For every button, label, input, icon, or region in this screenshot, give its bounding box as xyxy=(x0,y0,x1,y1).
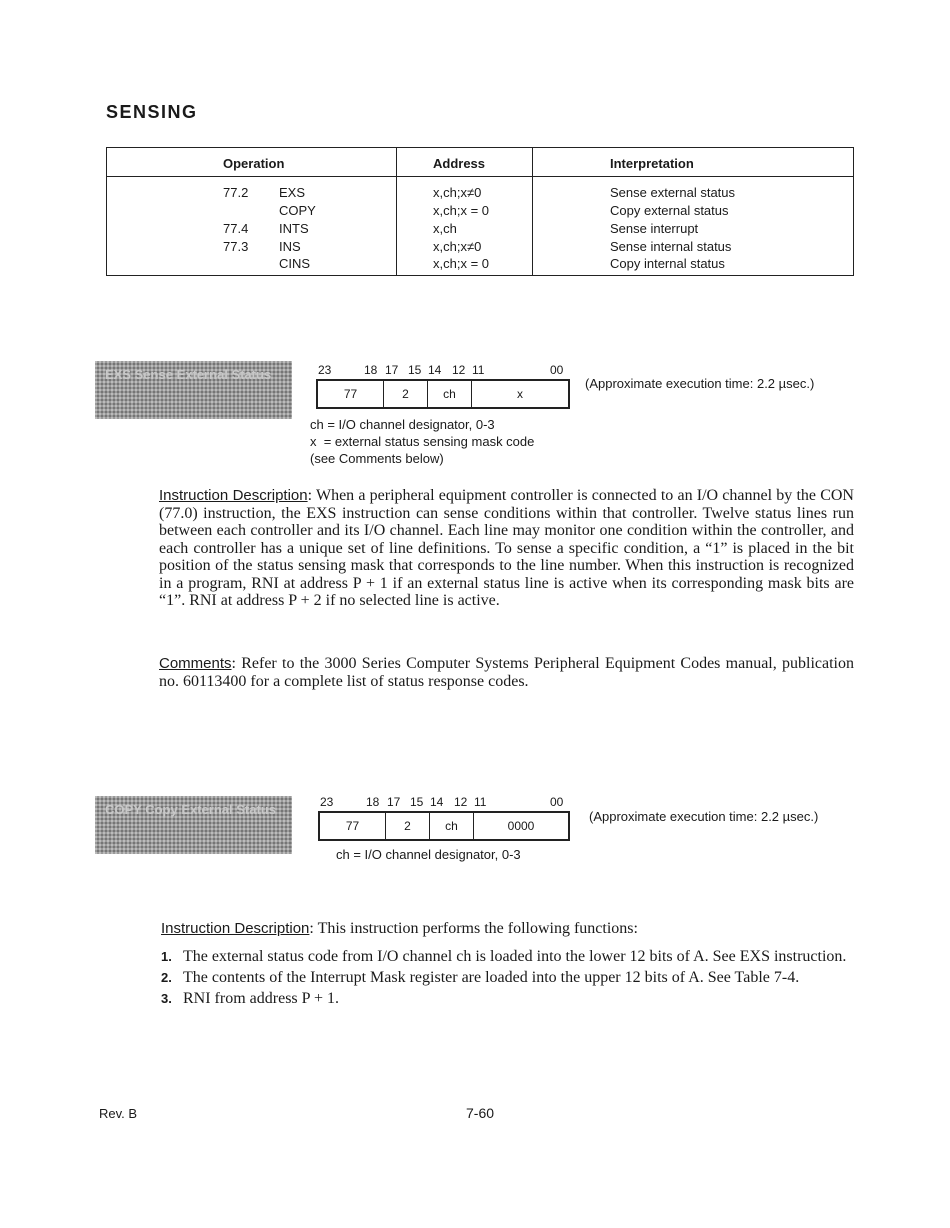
copy-bit-numbers xyxy=(318,795,570,809)
field-opcode: 77 xyxy=(318,381,384,407)
op-interpretation: Copy external status xyxy=(610,203,729,218)
table-row xyxy=(107,203,853,221)
note-line: ch = I/O channel designator, 0-3 xyxy=(336,847,521,862)
exs-comments xyxy=(159,655,854,690)
note-line: x = external status sensing mask code xyxy=(310,434,535,449)
op-code: 77.2 xyxy=(223,185,249,200)
step-text: The contents of the Interrupt Mask register are loaded into the upper 12 bits of A. See Table 7-4. xyxy=(183,969,800,986)
field-constant: 0000 xyxy=(507,819,535,833)
list-item xyxy=(159,948,854,965)
header-operation: Operation xyxy=(223,156,285,171)
bit-number: 18 xyxy=(364,363,378,377)
op-interpretation: Sense interrupt xyxy=(610,221,699,236)
op-interpretation: Copy internal status xyxy=(610,256,725,271)
op-interpretation: Sense external status xyxy=(610,185,736,200)
bit-number: 00 xyxy=(550,795,564,809)
table-row xyxy=(107,185,853,203)
section-title: SENSING xyxy=(106,102,198,122)
bit-number: 17 xyxy=(387,795,401,809)
step-number: 1. xyxy=(161,949,172,964)
step-text: RNI from address P + 1. xyxy=(183,990,339,1007)
field-opcode: 77 xyxy=(320,813,386,839)
exs-notes xyxy=(310,416,534,467)
step-text: The external status code from I/O channel ch is loaded into the lower 12 bits of A. See EXS instruction. xyxy=(183,948,847,965)
table-row xyxy=(107,256,853,274)
description-text: : This instruction performs the following functions: xyxy=(309,920,638,937)
exs-banner: EXS Sense External Status xyxy=(95,361,292,419)
op-code: 77.4 xyxy=(223,221,249,236)
bit-number: 11 xyxy=(474,795,487,809)
bit-number: 12 xyxy=(452,363,466,377)
copy-notes xyxy=(336,846,521,863)
sensing-table xyxy=(106,147,854,276)
step-number: 3. xyxy=(161,991,172,1006)
op-address: x,ch;x = 0 xyxy=(433,256,489,271)
bit-number: 14 xyxy=(428,363,442,377)
op-address: x,ch;x≠0 xyxy=(433,239,482,254)
list-item xyxy=(159,969,854,986)
op-mnemonic: INS xyxy=(279,239,301,254)
copy-steps xyxy=(159,948,854,1011)
op-address: x,ch xyxy=(433,221,457,236)
field-subcode: 2 xyxy=(384,381,428,407)
exs-exec-time: (Approximate execution time: 2.2 µsec.) xyxy=(585,376,815,391)
exs-bit-numbers xyxy=(316,363,570,377)
field-mask: x xyxy=(517,387,523,401)
op-interpretation: Sense internal status xyxy=(610,239,732,254)
op-mnemonic: EXS xyxy=(279,185,306,200)
op-code: 77.3 xyxy=(223,239,249,254)
description-text: : When a peripheral equipment controller is connected to an I/O channel by the CON (77.0) instruction, the EXS instruction can sense conditions within that controller. Twelve status lines run between each controller and its I/O channel. Each line may monitor one condition within the controller, and each controller has a unique set of line definitions. To sense a specific condition, a “1” is placed in the bit position of the status sensing mask that corresponds to the line number. When this instruction is recognized in a program, RNI at address P + 1 if an external status line is active when its corresponding mask bits are “1”. RNI at address P + 2 if no selected line is active. xyxy=(159,487,854,609)
op-mnemonic: COPY xyxy=(279,203,316,218)
exs-word-format xyxy=(316,379,570,409)
description-label: Instruction Description xyxy=(159,487,308,504)
table-row xyxy=(107,239,853,257)
table-row xyxy=(107,221,853,239)
copy-banner: COPY Copy External Status xyxy=(95,796,292,854)
header-interpretation: Interpretation xyxy=(610,156,694,171)
exs-description xyxy=(159,487,854,610)
bit-number: 23 xyxy=(318,363,332,377)
step-number: 2. xyxy=(161,970,172,985)
bit-number: 15 xyxy=(408,363,422,377)
copy-word-format xyxy=(318,811,570,841)
copy-description xyxy=(161,920,854,938)
op-mnemonic: CINS xyxy=(279,256,311,271)
field-subcode: 2 xyxy=(386,813,430,839)
op-address: x,ch;x≠0 xyxy=(433,185,482,200)
note-line: (see Comments below) xyxy=(310,451,444,466)
comments-label: Comments xyxy=(159,655,232,672)
bit-number: 23 xyxy=(320,795,334,809)
list-item xyxy=(159,990,854,1007)
bit-number: 11 xyxy=(472,363,485,377)
revision-label: Rev. B xyxy=(99,1106,138,1121)
op-address: x,ch;x = 0 xyxy=(433,203,489,218)
bit-number: 14 xyxy=(430,795,444,809)
copy-exec-time: (Approximate execution time: 2.2 µsec.) xyxy=(589,809,819,824)
description-label: Instruction Description xyxy=(161,920,310,937)
bit-number: 15 xyxy=(410,795,424,809)
note-line: ch = I/O channel designator, 0-3 xyxy=(310,417,495,432)
bit-number: 18 xyxy=(366,795,380,809)
page-number: 7-60 xyxy=(466,1105,495,1121)
header-address: Address xyxy=(433,156,486,171)
bit-number: 12 xyxy=(454,795,468,809)
op-mnemonic: INTS xyxy=(279,221,309,236)
bit-number: 00 xyxy=(550,363,564,377)
field-channel: ch xyxy=(430,813,474,839)
comments-text: : Refer to the 3000 Series Computer Systems Peripheral Equipment Codes manual, publication no. 60113400 for a complete list of status response codes. xyxy=(159,655,854,690)
field-channel: ch xyxy=(428,381,472,407)
bit-number: 17 xyxy=(385,363,399,377)
